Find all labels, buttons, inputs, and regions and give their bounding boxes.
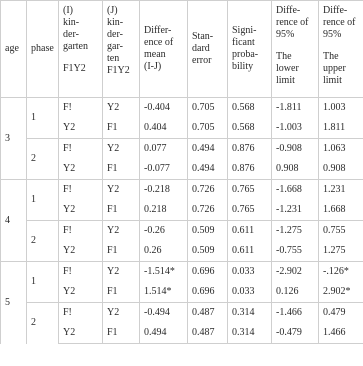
table-row: [1, 221, 363, 242]
header-lower-line: Diffe-: [276, 5, 301, 16]
header-sig-line: proba-: [232, 49, 259, 60]
lower-cell: 0.126: [272, 282, 319, 303]
diff-cell: -0.218: [140, 180, 188, 201]
header-lower-line: limit: [276, 75, 295, 86]
header-i-line: garten: [63, 41, 88, 52]
j-cell: F1: [103, 282, 140, 303]
diff-cell: 0.26: [140, 241, 188, 262]
upper-cell: 1.063: [319, 139, 363, 160]
i-cell: F!: [59, 221, 103, 242]
phase-cell: 2: [27, 139, 59, 180]
upper-cell: 1.668: [319, 200, 363, 221]
i-cell: Y2: [59, 282, 103, 303]
sig-cell: 0.876: [228, 159, 272, 180]
header-j-line: F1Y2: [107, 65, 130, 76]
table-row: [1, 139, 363, 160]
table-row: [1, 262, 363, 283]
header-age: age: [1, 1, 27, 98]
header-row: [1, 1, 363, 98]
upper-cell: 1.811: [319, 118, 363, 139]
diff-cell: -1.514*: [140, 262, 188, 283]
header-lower-line: rence of: [276, 17, 309, 28]
se-cell: 0.494: [188, 159, 228, 180]
header-upper-limit: [319, 1, 363, 98]
diff-cell: -0.404: [140, 98, 188, 119]
upper-cell: -.126*: [319, 262, 363, 283]
phase-cell: 2: [27, 303, 59, 344]
i-cell: Y2: [59, 159, 103, 180]
sig-cell: 0.876: [228, 139, 272, 160]
diff-cell: -0.494: [140, 303, 188, 324]
diff-cell: 0.077: [140, 139, 188, 160]
upper-cell: 2.902*: [319, 282, 363, 303]
upper-cell: 1.275: [319, 241, 363, 262]
j-cell: Y2: [103, 303, 140, 324]
diff-cell: 0.494: [140, 323, 188, 344]
j-cell: Y2: [103, 221, 140, 242]
j-cell: Y2: [103, 139, 140, 160]
i-cell: F!: [59, 139, 103, 160]
lower-cell: -1.275: [272, 221, 319, 242]
sig-cell: 0.611: [228, 221, 272, 242]
header-diff-line: ence of: [144, 37, 174, 48]
diff-cell: 1.514*: [140, 282, 188, 303]
header-i-kindergarten: [59, 1, 103, 98]
table-row: [1, 180, 363, 201]
phase-cell: 1: [27, 180, 59, 221]
header-lower-line: The: [276, 51, 292, 62]
sig-cell: 0.033: [228, 282, 272, 303]
i-cell: F!: [59, 303, 103, 324]
header-se-line: Stan-: [192, 31, 214, 42]
i-cell: F!: [59, 98, 103, 119]
header-upper-line: Diffe-: [323, 5, 348, 16]
se-cell: 0.509: [188, 221, 228, 242]
lower-cell: -0.755: [272, 241, 319, 262]
header-i-line: (I): [63, 5, 73, 16]
table-body: [1, 98, 363, 344]
se-cell: 0.494: [188, 139, 228, 160]
header-i-line: kin-: [63, 17, 80, 28]
diff-cell: -0.077: [140, 159, 188, 180]
se-cell: 0.726: [188, 180, 228, 201]
header-se-line: error: [192, 55, 212, 66]
table-row: [1, 303, 363, 324]
sig-cell: 0.033: [228, 262, 272, 283]
i-cell: Y2: [59, 200, 103, 221]
sig-cell: 0.314: [228, 303, 272, 324]
se-cell: 0.705: [188, 118, 228, 139]
j-cell: Y2: [103, 262, 140, 283]
header-diff-line: (I-J): [144, 61, 162, 72]
sig-cell: 0.568: [228, 98, 272, 119]
diff-cell: -0.26: [140, 221, 188, 242]
age-cell: 3: [1, 98, 27, 180]
header-j-line: der-: [107, 29, 123, 40]
upper-cell: 0.908: [319, 159, 363, 180]
j-cell: Y2: [103, 98, 140, 119]
header-gap: [63, 53, 98, 63]
upper-cell: 0.755: [319, 221, 363, 242]
sig-cell: 0.765: [228, 200, 272, 221]
i-cell: F!: [59, 262, 103, 283]
i-cell: Y2: [59, 118, 103, 139]
header-upper-line: upper: [323, 63, 346, 74]
j-cell: F1: [103, 200, 140, 221]
header-i-line: F1Y2: [63, 63, 86, 74]
header-gap: [276, 41, 314, 51]
lower-cell: -1.231: [272, 200, 319, 221]
se-cell: 0.487: [188, 303, 228, 324]
header-sig-line: bility: [232, 61, 254, 72]
i-cell: F!: [59, 180, 103, 201]
header-phase: phase: [27, 1, 59, 98]
lower-cell: -1.003: [272, 118, 319, 139]
header-sig-line: ficant: [232, 37, 255, 48]
j-cell: F1: [103, 241, 140, 262]
phase-cell: 2: [27, 221, 59, 262]
lower-cell: -0.479: [272, 323, 319, 344]
header-sig-line: Signi-: [232, 25, 257, 36]
upper-cell: 1.003: [319, 98, 363, 119]
se-cell: 0.705: [188, 98, 228, 119]
header-j-line: ten: [107, 53, 120, 64]
lower-cell: -0.908: [272, 139, 319, 160]
sig-cell: 0.765: [228, 180, 272, 201]
se-cell: 0.487: [188, 323, 228, 344]
header-standard-error: [188, 1, 228, 98]
diff-cell: 0.218: [140, 200, 188, 221]
i-cell: Y2: [59, 323, 103, 344]
header-upper-line: limit: [323, 75, 342, 86]
j-cell: F1: [103, 323, 140, 344]
se-cell: 0.726: [188, 200, 228, 221]
j-cell: F1: [103, 159, 140, 180]
header-gap: [323, 41, 359, 51]
diff-cell: 0.404: [140, 118, 188, 139]
age-cell: 4: [1, 180, 27, 262]
header-j-line: gar-: [107, 41, 123, 52]
header-i-line: der-: [63, 29, 79, 40]
lower-cell: -1.668: [272, 180, 319, 201]
header-lower-line: lower: [276, 63, 299, 74]
table-row: [1, 98, 363, 119]
upper-cell: 1.466: [319, 323, 363, 344]
header-significant-probability: [228, 1, 272, 98]
sig-cell: 0.314: [228, 323, 272, 344]
phase-cell: 1: [27, 98, 59, 139]
header-j-kindergarten: [103, 1, 140, 98]
header-lower-limit: [272, 1, 319, 98]
lower-cell: -1.466: [272, 303, 319, 324]
se-cell: 0.509: [188, 241, 228, 262]
header-lower-line: 95%: [276, 29, 295, 40]
age-cell: 5: [1, 262, 27, 344]
header-se-line: dard: [192, 43, 210, 54]
header-diff-line: mean: [144, 49, 166, 60]
se-cell: 0.696: [188, 262, 228, 283]
se-cell: 0.696: [188, 282, 228, 303]
header-j-line: kin-: [107, 17, 124, 28]
phase-cell: 1: [27, 262, 59, 303]
header-j-line: (J): [107, 5, 118, 16]
upper-cell: 1.231: [319, 180, 363, 201]
lower-cell: 0.908: [272, 159, 319, 180]
sig-cell: 0.611: [228, 241, 272, 262]
header-diff-line: Differ-: [144, 25, 172, 36]
i-cell: Y2: [59, 241, 103, 262]
header-upper-line: rence of 95%: [323, 17, 356, 40]
j-cell: Y2: [103, 180, 140, 201]
upper-cell: 0.479: [319, 303, 363, 324]
lower-cell: -2.902: [272, 262, 319, 283]
lower-cell: -1.811: [272, 98, 319, 119]
header-upper-line: The: [323, 51, 339, 62]
header-difference-of-mean: [140, 1, 188, 98]
sig-cell: 0.568: [228, 118, 272, 139]
j-cell: F1: [103, 118, 140, 139]
